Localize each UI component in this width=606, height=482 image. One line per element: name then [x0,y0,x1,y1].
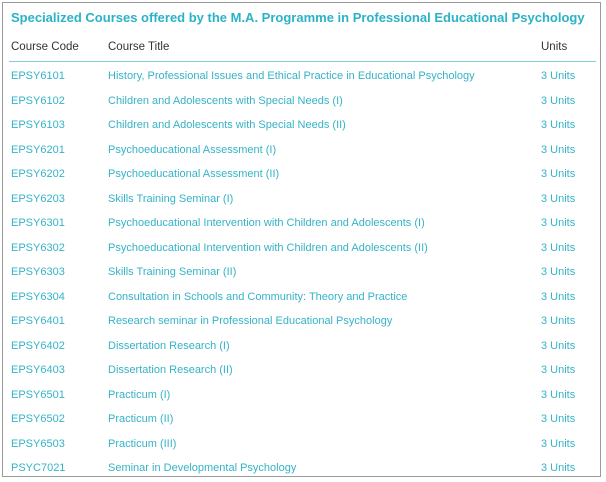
table-row [3,211,600,236]
course-code-cell: PSYC7021 [11,462,66,474]
course-code-cell: EPSY6402 [11,339,65,352]
table-row [3,285,600,310]
course-title-cell: Children and Adolescents with Special Needs (I) [108,94,343,107]
course-title-cell: Practicum (III) [108,437,177,450]
course-title-cell: Psychoeducational Assessment (II) [108,168,280,180]
course-units-cell: 3 Units [541,143,576,156]
table-row [3,236,600,261]
course-units-cell: 3 Units [541,437,576,450]
course-units-cell: 3 Units [541,315,576,327]
table-title: Specialized Courses offered by the M.A. Programme in Professional Educational Psychology [11,10,585,25]
course-units-cell: 3 Units [541,217,576,229]
course-title-cell: Consultation in Schools and Community: Theory and Practice [108,290,408,303]
course-code-cell: EPSY6202 [11,168,65,180]
course-code-cell: EPSY6503 [11,437,65,450]
courses-table-frame [2,2,601,477]
course-units-cell: 3 Units [541,266,576,278]
course-code-cell: EPSY6303 [11,266,65,278]
course-code-cell: EPSY6301 [11,217,65,229]
course-units-cell: 3 Units [541,462,576,474]
course-code-cell: EPSY6403 [11,364,65,376]
course-units-cell: 3 Units [541,241,576,254]
course-title-cell: Psychoeducational Intervention with Children and Adolescents (I) [108,217,425,229]
course-title-cell: Seminar in Developmental Psychology [108,462,297,474]
table-row [3,432,600,457]
course-code-cell: EPSY6203 [11,192,65,205]
table-row [3,383,600,408]
course-code-cell: EPSY6201 [11,143,65,156]
course-units-cell: 3 Units [541,168,576,180]
course-title-cell: Practicum (II) [108,413,174,425]
header-divider [9,61,596,62]
course-units-cell: 3 Units [541,388,576,401]
table-row [3,260,600,285]
table-row [3,64,600,89]
course-title-cell: History, Professional Issues and Ethical Practice in Educational Psychology [108,70,475,82]
table-row [3,407,600,432]
course-code-cell: EPSY6101 [11,70,65,82]
table-row [3,89,600,114]
course-units-cell: 3 Units [541,339,576,352]
header-course-title: Course Title [108,41,170,53]
course-code-cell: EPSY6103 [11,119,65,131]
table-row [3,456,600,481]
course-code-cell: EPSY6502 [11,413,65,425]
table-body [3,64,600,481]
course-units-cell: 3 Units [541,413,576,425]
course-title-cell: Practicum (I) [108,388,171,401]
table-row [3,187,600,212]
course-title-cell: Skills Training Seminar (II) [108,266,237,278]
course-title-cell: Research seminar in Professional Educational Psychology [108,315,393,327]
course-code-cell: EPSY6102 [11,94,65,107]
table-row [3,309,600,334]
course-units-cell: 3 Units [541,364,576,376]
table-row [3,334,600,359]
course-units-cell: 3 Units [541,70,576,82]
course-units-cell: 3 Units [541,119,576,131]
course-code-cell: EPSY6302 [11,241,65,254]
table-row [3,162,600,187]
table-row [3,138,600,163]
course-title-cell: Dissertation Research (I) [108,339,230,352]
course-title-cell: Psychoeducational Intervention with Children and Adolescents (II) [108,241,428,254]
header-units: Units [541,41,568,53]
table-row [3,113,600,138]
course-title-cell: Skills Training Seminar (I) [108,192,234,205]
course-code-cell: EPSY6401 [11,315,65,327]
course-units-cell: 3 Units [541,94,576,107]
table-row [3,358,600,383]
course-title-cell: Dissertation Research (II) [108,364,233,376]
course-title-cell: Psychoeducational Assessment (I) [108,143,277,156]
header-course-code: Course Code [11,41,79,53]
course-code-cell: EPSY6304 [11,290,65,303]
course-title-cell: Children and Adolescents with Special Needs (II) [108,119,346,131]
table-header-row [3,41,600,61]
course-code-cell: EPSY6501 [11,388,65,401]
course-units-cell: 3 Units [541,192,576,205]
course-units-cell: 3 Units [541,290,576,303]
